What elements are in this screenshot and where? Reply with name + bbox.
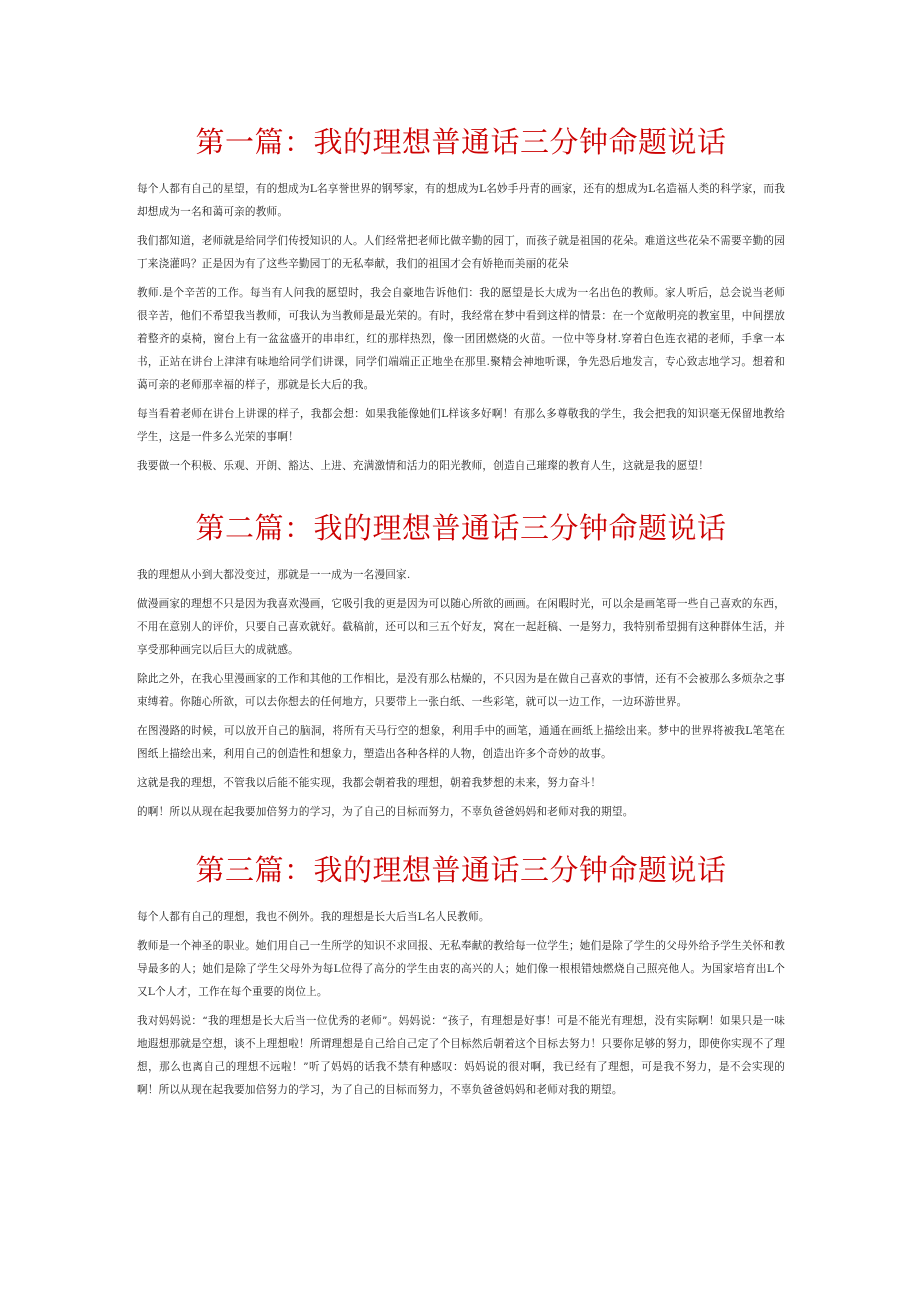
essay-section-2 (137, 508, 785, 830)
section-body (137, 178, 785, 478)
essay-section-1 (137, 122, 785, 484)
section-title: 第二篇：我的理想普通话三分钟命题说话 (195, 511, 727, 545)
paragraph: 我要做一个积极、乐观、开朗、豁达、上进、充满激情和活力的阳光教师，创造自己璀璨的教育人生，这就是我的愿望！ (137, 460, 710, 472)
paragraph: 我对妈妈说：“我的理想是长大后当一位优秀的老师”。妈妈说：“孩子，有理想是好事！可是不能光有理想，没有实际啊！如果只是一味地遐想那就是空想，谈不上理想啦！所谓理想是自己给自己定了个目标然后朝着这个目标去努力！只要你足够的努力，即使你实现不了理想，那么也离自己的理想不远啦！”听了妈妈的话我不禁有种感叹：妈妈说的很对啊，我已经有了理想，可是我不努力，是不会实现的啊！所以从现在起我要加倍努力的学习，为了自己的目标而努力，不辜负爸爸妈妈和老师对我的期望。 (137, 1015, 785, 1096)
paragraph: 每个人都有自己的星望，有的想成为L名享誉世界的钢琴家，有的想成为L名妙手丹青的画家，还有的想成为L名造福人类的科学家，而我却想成为一名和蔼可亲的教师。 (137, 183, 785, 218)
essay-section-3 (137, 850, 785, 1108)
paragraph: 的啊！所以从现在起我要加倍努力的学习，为了自己的目标而努力，不辜负爸爸妈妈和老师对我的期望。 (137, 806, 634, 818)
paragraph: 教师是一个神圣的职业。她们用自己一生所学的知识不求回报、无私奉献的教给每一位学生；她们是除了学生的父母外给予学生关怀和教导最多的人；她们是除了学生父母外为每L位得了高分的学生由衷的高兴的人；她们像一根根错烛燃烧自己照亮他人。为国家培育出L个又L个人才，工作在每个重要的岗位上。 (137, 940, 785, 998)
paragraph: 我的理想从小到大都没变过，那就是一一成为一名漫回家. (137, 569, 411, 581)
section-title: 第一篇：我的理想普通话三分钟命题说话 (195, 125, 727, 159)
paragraph: 教师.是个辛苦的工作。每当有人问我的愿望时，我会自豪地告诉他们：我的愿望是长大成为一名出色的教师。家人听后，总会说当老师很辛苦，他们不希望我当教师，可我认为当教师是最光荣的。有时，我经常在梦中看到这样的情景：在一个宽敞明亮的教室里，中间摆放着整齐的桌椅，窗台上有一盆盆盛开的串串红，红的那样热烈，像一团团燃烧的火苗。一位中等身材.穿着白色连衣裙的老师，手拿一本书，正站在讲台上津津有味地给同学们讲课，同学们端端正正地坐在那里.聚精会神地听课，争先恐后地发言，专心致志地学习。想着和蔼可亲的老师那幸福的样子，那就是长大后的我。 (137, 287, 785, 391)
paragraph: 在图漫路的时候，可以放开自己的脑洞，将所有天马行空的想象，利用手中的画笔，通通在画纸上描绘出来。梦中的世界将被我L笔笔在图纸上描绘出来，利用自己的创造性和想象力，塑造出各种各样的人物，创造出许多个奇妙的故事。 (137, 725, 785, 760)
section-title: 第三篇：我的理想普通话三分钟命题说话 (195, 853, 727, 887)
paragraph: 我们都知道，老师就是给同学们传授知识的人。人们经常把老师比做辛勤的园丁，而孩子就是祖国的花朵。难道这些花朵不需要辛勤的园丁来浇灌吗？正是因为有了这些辛勤园丁的无私奉献，我们的祖国才会有娇艳而美丽的花朵 (137, 235, 785, 270)
section-body (137, 564, 785, 824)
paragraph: 每个人都有自己的理想，我也不例外。我的理想是长大后当L名人民教师。 (137, 911, 490, 923)
paragraph: 每当看着老师在讲台上讲课的样子，我都会想：如果我能像她们L样该多好啊！有那么多尊敬我的学生，我会把我的知识毫无保留地教给学生，这是一件多么光荣的事啊！ (137, 408, 785, 443)
paragraph: 这就是我的理想，不管我以后能不能实现，我都会朝着我的理想，朝着我梦想的未来，努力奋斗！ (137, 777, 602, 789)
paragraph: 除此之外，在我心里漫画家的工作和其他的工作相比，是没有那么枯燥的，不只因为是在做自己喜欢的事情，还有不会被那么多烦杂之事束缚着。你随心所欲，可以去你想去的任何地方，只要带上一张白纸、一些彩笔，就可以一边工作，一边环游世界。 (137, 673, 785, 708)
paragraph: 做漫画家的理想不只是因为我喜欢漫画，它吸引我的更是因为可以随心所欲的画画。在闲暇时光，可以余是画笔哥一些自己喜欢的东西，不用在意别人的评价，只要自己喜欢就好。截稿前，还可以和三五个好友，窝在一起赶稿、一是努力，我特别希望拥有这种群体生活，并享受那种画完以后巨大的成就感。 (137, 598, 785, 656)
section-body (137, 906, 785, 1102)
